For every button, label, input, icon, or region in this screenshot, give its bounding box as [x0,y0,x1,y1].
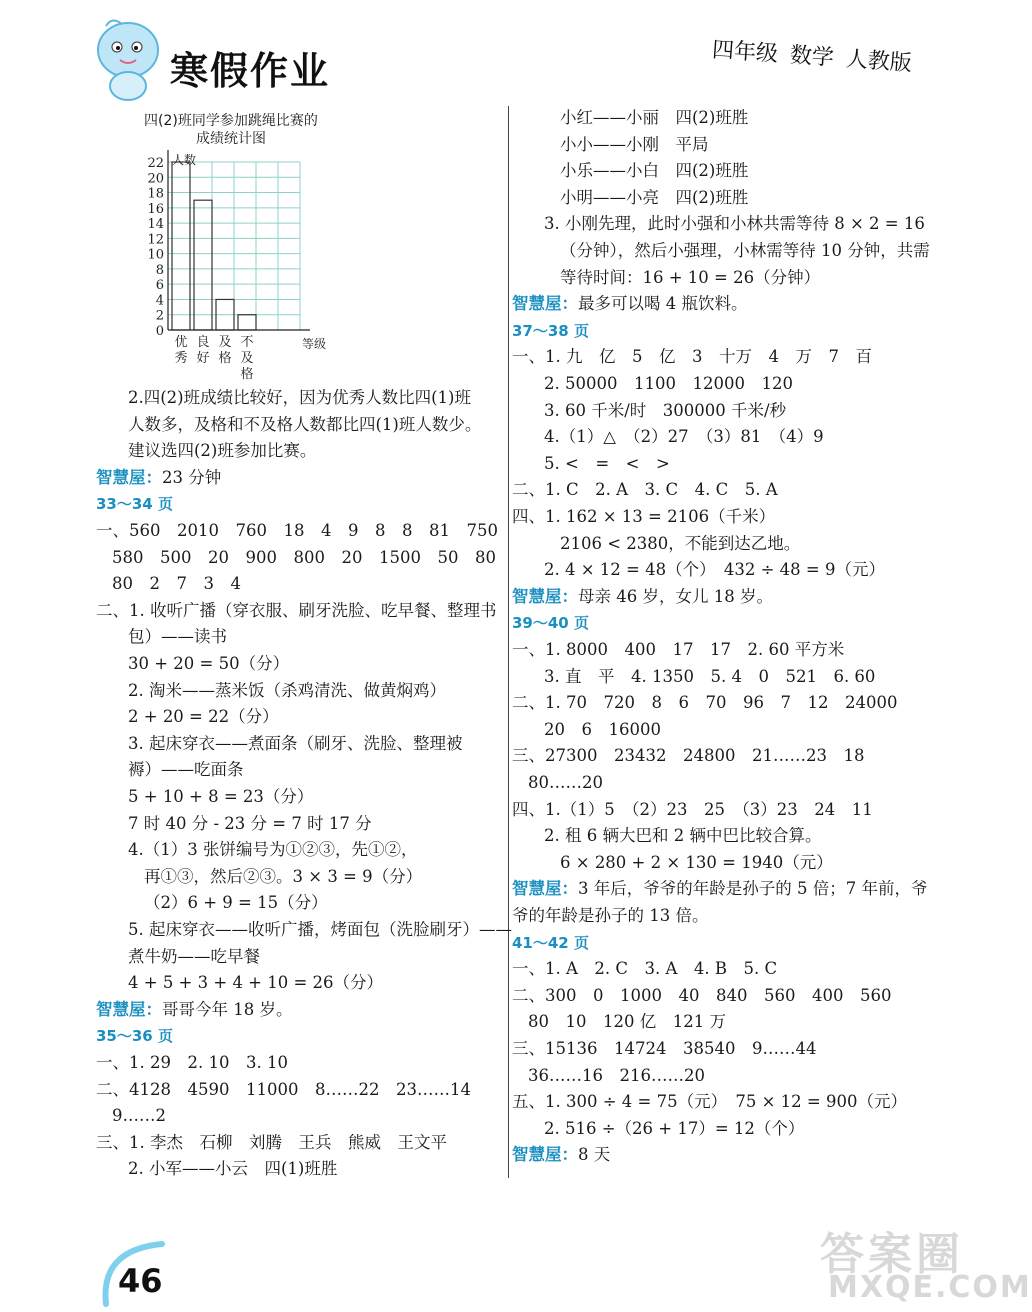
answer-line: 3. 起床穿衣——煮面条（刷牙、洗脸、整理被 [128,733,463,753]
answer-line: 2.四(2)班成绩比较好，因为优秀人数比四(1)班 [128,388,471,407]
bonus-label: 智慧屋： [512,294,578,314]
x-tick-label: 格 [218,351,232,366]
x-axis-label: 等级 [302,337,327,351]
answer-line: 三、15136 14724 38540 9……44 [512,1039,817,1058]
section-heading: 37～38 页 [512,321,589,340]
answer-line: 小乐——小白 四(2)班胜 [560,161,749,181]
y-tick-label: 16 [147,201,164,217]
answer-line: 小明——小亮 四(2)班胜 [560,187,749,207]
answer-line: 2. 租 6 辆大巴和 2 辆中巴比较合算。 [544,826,822,846]
bar-不及格 [238,315,256,330]
chart-title-line2: 成绩统计图 [196,131,266,147]
bonus-label: 智慧屋： [512,586,578,606]
answer-line: 等待时间：16 + 10 = 26（分钟） [560,267,821,287]
bar-优秀 [172,162,190,330]
bonus-answer-text: 23 分钟 [162,467,222,487]
bonus-label: 智慧屋： [512,879,578,899]
grade-label: 四年级 [711,37,779,68]
chart-title-line1: 四(2)班同学参加跳绳比赛的 [144,113,318,129]
section-heading: 39～40 页 [512,614,589,633]
answer-line: 3. 直 平 4. 1350 5. 4 0 521 6. 60 [544,666,876,686]
answer-line: 三、1. 李杰 石柳 刘腾 王兵 熊威 王文平 [96,1132,447,1152]
watermark-url: MXQE.COM [828,1270,1032,1305]
bonus-answer-line [96,1000,293,1020]
answer-line: 建议选四(2)班参加比赛。 [128,441,317,461]
bonus-answer-line [96,468,221,488]
book-title: 寒假作业 [170,49,331,93]
answer-line: 人数多，及格和不及格人数都比四(1)班人数少。 [128,414,482,434]
answer-line: 2. 516 ÷（26 + 17）= 12（个） [544,1118,805,1138]
answer-line: 二、1. C 2. A 3. C 4. C 5. A [512,480,778,500]
answer-line: 2106 < 2380，不能到达乙地。 [560,533,801,553]
subject-label: 数学 [789,43,835,72]
x-tick-label: 好 [196,351,210,366]
answer-line: 80……20 [528,773,603,792]
bonus-answer-text: 8 天 [578,1145,611,1165]
answer-line: 再①③，然后②③。3 × 3 = 9（分） [144,866,423,886]
answer-line: 5. 起床穿衣——收听广播，烤面包（洗脸刷牙）—— [128,920,512,939]
answer-line: 4.（1）3 张饼编号为①②③，先①②， [128,840,418,860]
answer-line: 5 + 10 + 8 = 23（分） [128,787,314,806]
bonus-answer-line [512,879,927,899]
answer-line: 包）——读书 [128,627,227,647]
y-tick-label: 10 [147,247,164,263]
answer-line: 煮牛奶——吃早餐 [128,946,260,966]
y-tick-label: 4 [155,293,164,309]
bonus-label: 智慧屋： [512,1145,578,1165]
answer-line: 80 10 120 亿 121 万 [528,1012,726,1032]
section-heading: 33～34 页 [96,495,173,514]
answer-line: 2. 4 × 12 = 48（个） 432 ÷ 48 = 9（元） [544,560,885,580]
answer-line: 580 500 20 900 800 20 1500 50 80 [112,547,496,567]
watermark-logo: 答案圈 [820,1229,964,1280]
y-tick-label: 14 [147,217,164,233]
grade-bar-chart [130,142,370,382]
answer-line: 二、1. 70 720 8 6 70 96 7 12 24000 [512,693,898,713]
edition-label: 人教版 [844,46,913,77]
answer-line: 6 × 280 + 2 × 130 = 1940（元） [560,852,833,872]
book-info [711,33,925,79]
y-tick-label: 0 [155,324,164,339]
answer-line: 5. < = < > [544,453,670,473]
x-tick-label: 优 [174,335,188,350]
x-tick-label: 及 [218,335,232,350]
mascot-logo [92,14,164,106]
bonus-answer-text: 哥哥今年 18 岁。 [162,999,293,1019]
answer-line: 小小——小刚 平局 [560,134,709,154]
answer-line: 一、1. 8000 400 17 17 2. 60 平方米 [512,640,845,659]
answer-line: 2. 50000 1100 12000 120 [544,374,793,393]
bonus-label: 智慧屋： [96,467,162,487]
x-tick-label: 及 [240,351,254,366]
answer-line: 20 6 16000 [544,719,661,739]
y-tick-label: 18 [147,186,164,202]
answer-line: 爷的年龄是孙子的 13 倍。 [512,906,709,925]
answer-line: 9……2 [112,1106,166,1126]
bonus-label: 智慧屋： [96,999,162,1019]
y-tick-label: 22 [147,156,164,171]
bonus-answer-text: 3 年后，爷爷的年龄是孙子的 5 倍；7 年前，爷 [578,879,928,899]
answer-line: 2. 小军——小云 四(1)班胜 [128,1159,338,1179]
bonus-answer-text: 最多可以喝 4 瓶饮料。 [578,294,748,314]
section-heading: 35～36 页 [96,1027,173,1046]
answer-line: 36……16 216……20 [528,1065,705,1085]
answer-line: 二、1. 收听广播（穿衣服、刷牙洗脸、吃早餐、整理书 [96,600,497,620]
x-tick-label: 秀 [174,351,188,366]
answer-line: 四、1.（1）5 （2）23 25 （3）23 24 11 [512,799,873,819]
answer-line: 3. 60 千米/时 300000 千米/秒 [544,400,787,420]
x-tick-label: 不 [240,335,254,350]
bar-良好 [194,200,212,330]
y-axis-label: 人数 [172,153,197,167]
answer-line: 一、560 2010 760 18 4 9 8 8 81 750 [96,521,498,540]
answer-line: 褥）——吃面条 [128,760,244,780]
answer-line: 三、27300 23432 24800 21……23 18 [512,746,865,766]
bonus-answer-text: 母亲 46 岁，女儿 18 岁。 [578,586,773,606]
y-tick-label: 20 [147,171,164,187]
answer-line: 二、300 0 1000 40 840 560 400 560 [512,985,892,1005]
y-tick-label: 8 [155,262,164,278]
y-tick-label: 12 [147,232,164,248]
answer-line: 四、1. 162 × 13 = 2106（千米） [512,507,776,526]
answer-line: 4.（1）△ （2）27 （3）81 （4）9 [544,427,824,447]
answer-line: 30 + 20 = 50（分） [128,654,290,673]
section-heading: 41～42 页 [512,933,589,952]
x-tick-label: 格 [240,367,254,382]
answer-line: 2 + 20 = 22（分） [128,707,279,727]
y-tick-label: 2 [155,308,164,324]
bonus-answer-line [512,587,773,607]
answer-line: 7 时 40 分 - 23 分 = 7 时 17 分 [128,813,372,833]
answer-line: 一、1. A 2. C 3. A 4. B 5. C [512,959,778,979]
answer-line: （2）6 + 9 = 15（分） [144,893,328,913]
answer-line: 2. 淘米——蒸米饭（杀鸡清洗、做黄焖鸡） [128,680,446,700]
answer-line: 一、1. 九 亿 5 亿 3 十万 4 万 7 百 [512,347,872,367]
column-divider [508,106,509,1178]
answer-line: 一、1. 29 2. 10 3. 10 [96,1053,288,1072]
page-number: 46 [118,1262,163,1300]
y-tick-label: 6 [155,278,164,294]
answer-line: 80 2 7 3 4 [112,574,241,594]
x-tick-label: 良 [196,335,210,350]
bonus-answer-line [512,1145,610,1165]
answer-line: （分钟），然后小强理，小林需等待 10 分钟，共需 [560,241,930,260]
bonus-answer-line [512,294,748,314]
answer-line: 五、1. 300 ÷ 4 = 75（元） 75 × 12 = 900（元） [512,1092,907,1112]
answer-line: 3. 小刚先理，此时小强和小林共需等待 8 × 2 = 16 [544,214,925,234]
answer-line: 小红——小丽 四(2)班胜 [560,108,749,127]
answer-line: 二、4128 4590 11000 8……22 23……14 [96,1079,471,1099]
answer-line: 4 + 5 + 3 + 4 + 10 = 26（分） [128,973,384,993]
